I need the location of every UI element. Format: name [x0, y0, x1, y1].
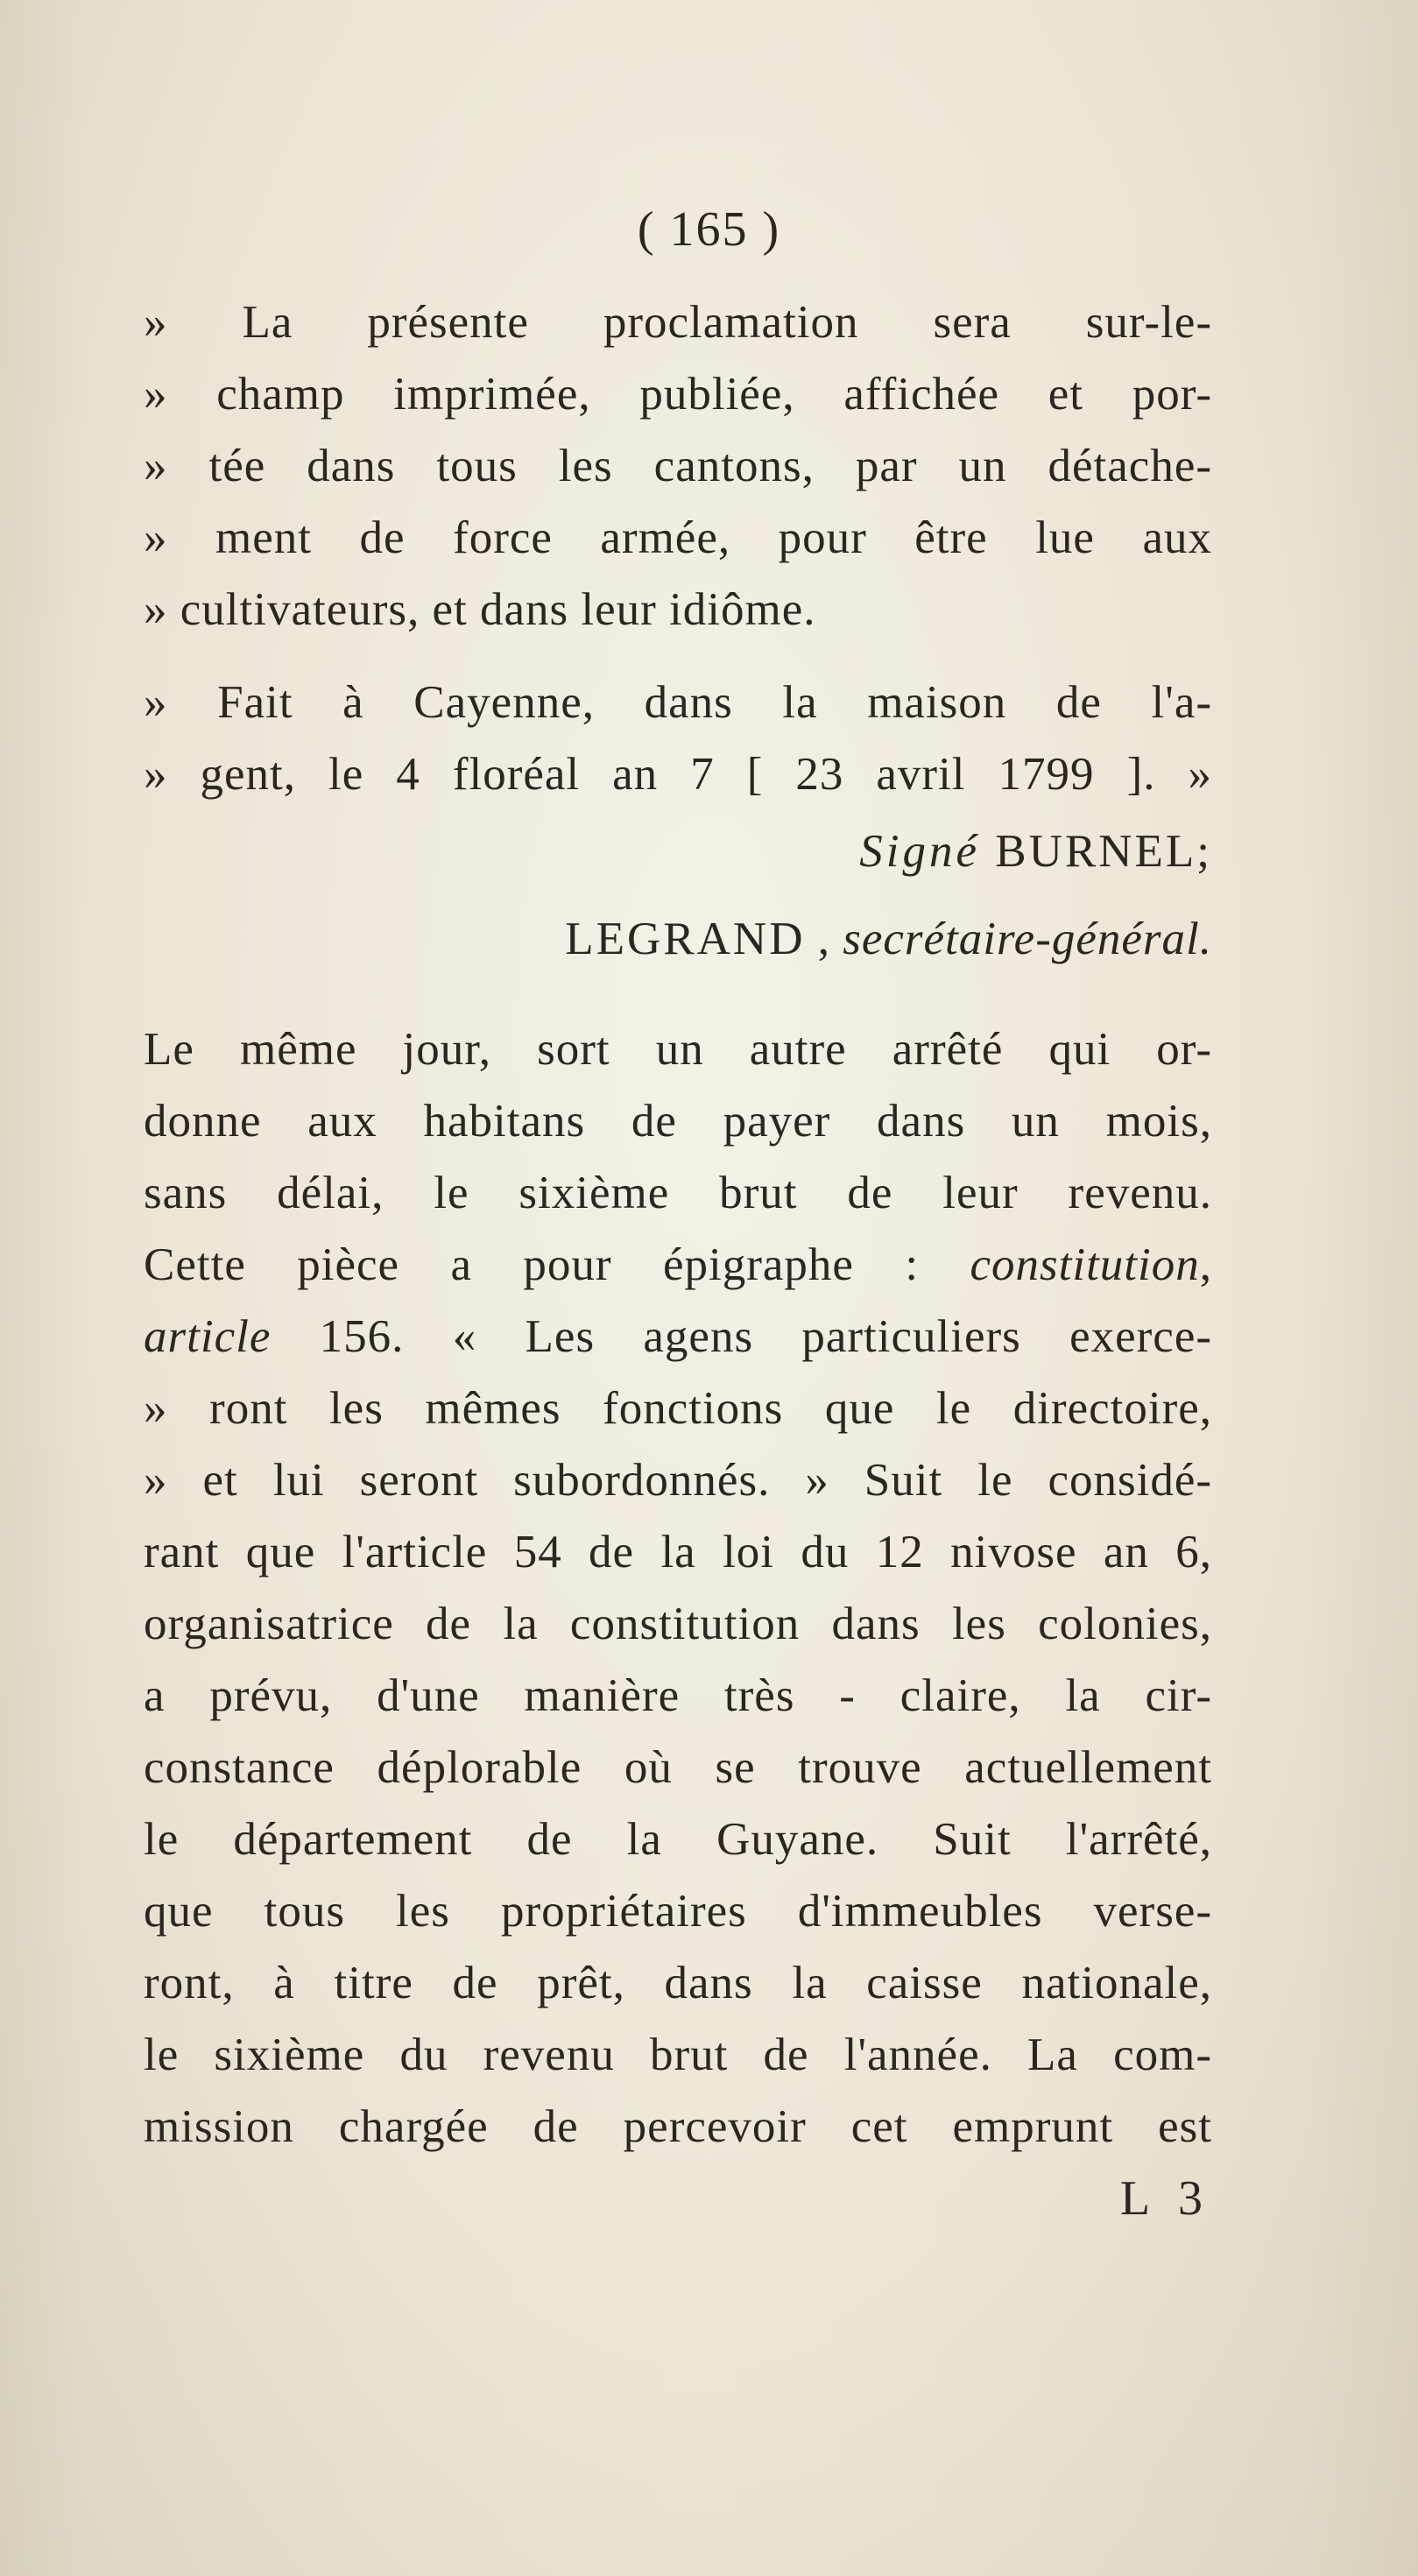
paragraph-line: le département de la Guyane. Suit l'arrêté, [144, 1814, 1212, 1865]
paragraph-line: rant que l'article 54 de la loi du 12 nivose an 6, [144, 1527, 1212, 1577]
page-number: ( 165 ) [637, 202, 781, 257]
secretary-title: secrétaire-général. [843, 914, 1212, 964]
italic-term: constitution [970, 1239, 1200, 1290]
proclamation-line: » gent, le 4 floréal an 7 [ 23 avril 1799 ]. » [144, 749, 1212, 800]
signature-burnel [859, 823, 1212, 879]
paragraph-line: donne aux habitans de payer dans un mois, [144, 1096, 1212, 1147]
paragraph-line: article 156. « Les agens particuliers exerce- [144, 1311, 1212, 1362]
signed-name: BURNEL; [995, 826, 1212, 877]
paragraph-line: organisatrice de la constitution dans les colonies, [144, 1599, 1212, 1649]
proclamation-line: » cultivateurs, et dans leur idiôme. [144, 584, 816, 635]
paragraph-line: » et lui seront subordonnés. » Suit le considé- [144, 1455, 1212, 1506]
paragraph-line: le sixième du revenu brut de l'année. La com- [144, 2029, 1212, 2080]
italic-term: article [144, 1311, 272, 1362]
paragraph-line: » ront les mêmes fonctions que le directoire, [144, 1383, 1212, 1434]
signed-label: Signé [859, 826, 981, 877]
paragraph-line: ront, à titre de prêt, dans la caisse nationale, [144, 1958, 1212, 2008]
proclamation-line: » tée dans tous les cantons, par un détache- [144, 441, 1212, 491]
proclamation-line: » La présente proclamation sera sur-le- [144, 297, 1212, 348]
paragraph-line: constance déplorable où se trouve actuellement [144, 1742, 1212, 1793]
paragraph-line: a prévu, d'une manière très - claire, la cir- [144, 1670, 1212, 1721]
paragraph-line: mission chargée de percevoir cet emprunt est [144, 2101, 1212, 2152]
signature-mark: L 3 [1119, 2171, 1211, 2226]
proclamation-line: » champ imprimée, publiée, affichée et por- [144, 369, 1212, 420]
proclamation-line: » ment de force armée, pour être lue aux [144, 512, 1212, 563]
paragraph-line: Cette pièce a pour épigraphe : constitution, [144, 1239, 1212, 1290]
paragraph-line: Le même jour, sort un autre arrêté qui or- [144, 1024, 1212, 1075]
signature-legrand: LEGRAND , secrétaire-général. [565, 914, 1212, 964]
paragraph-line: sans délai, le sixième brut de leur revenu. [144, 1168, 1212, 1218]
proclamation-line: » Fait à Cayenne, dans la maison de l'a- [144, 677, 1212, 728]
secretary-name: LEGRAND [565, 914, 806, 964]
paragraph-line: que tous les propriétaires d'immeubles verse- [144, 1886, 1212, 1937]
